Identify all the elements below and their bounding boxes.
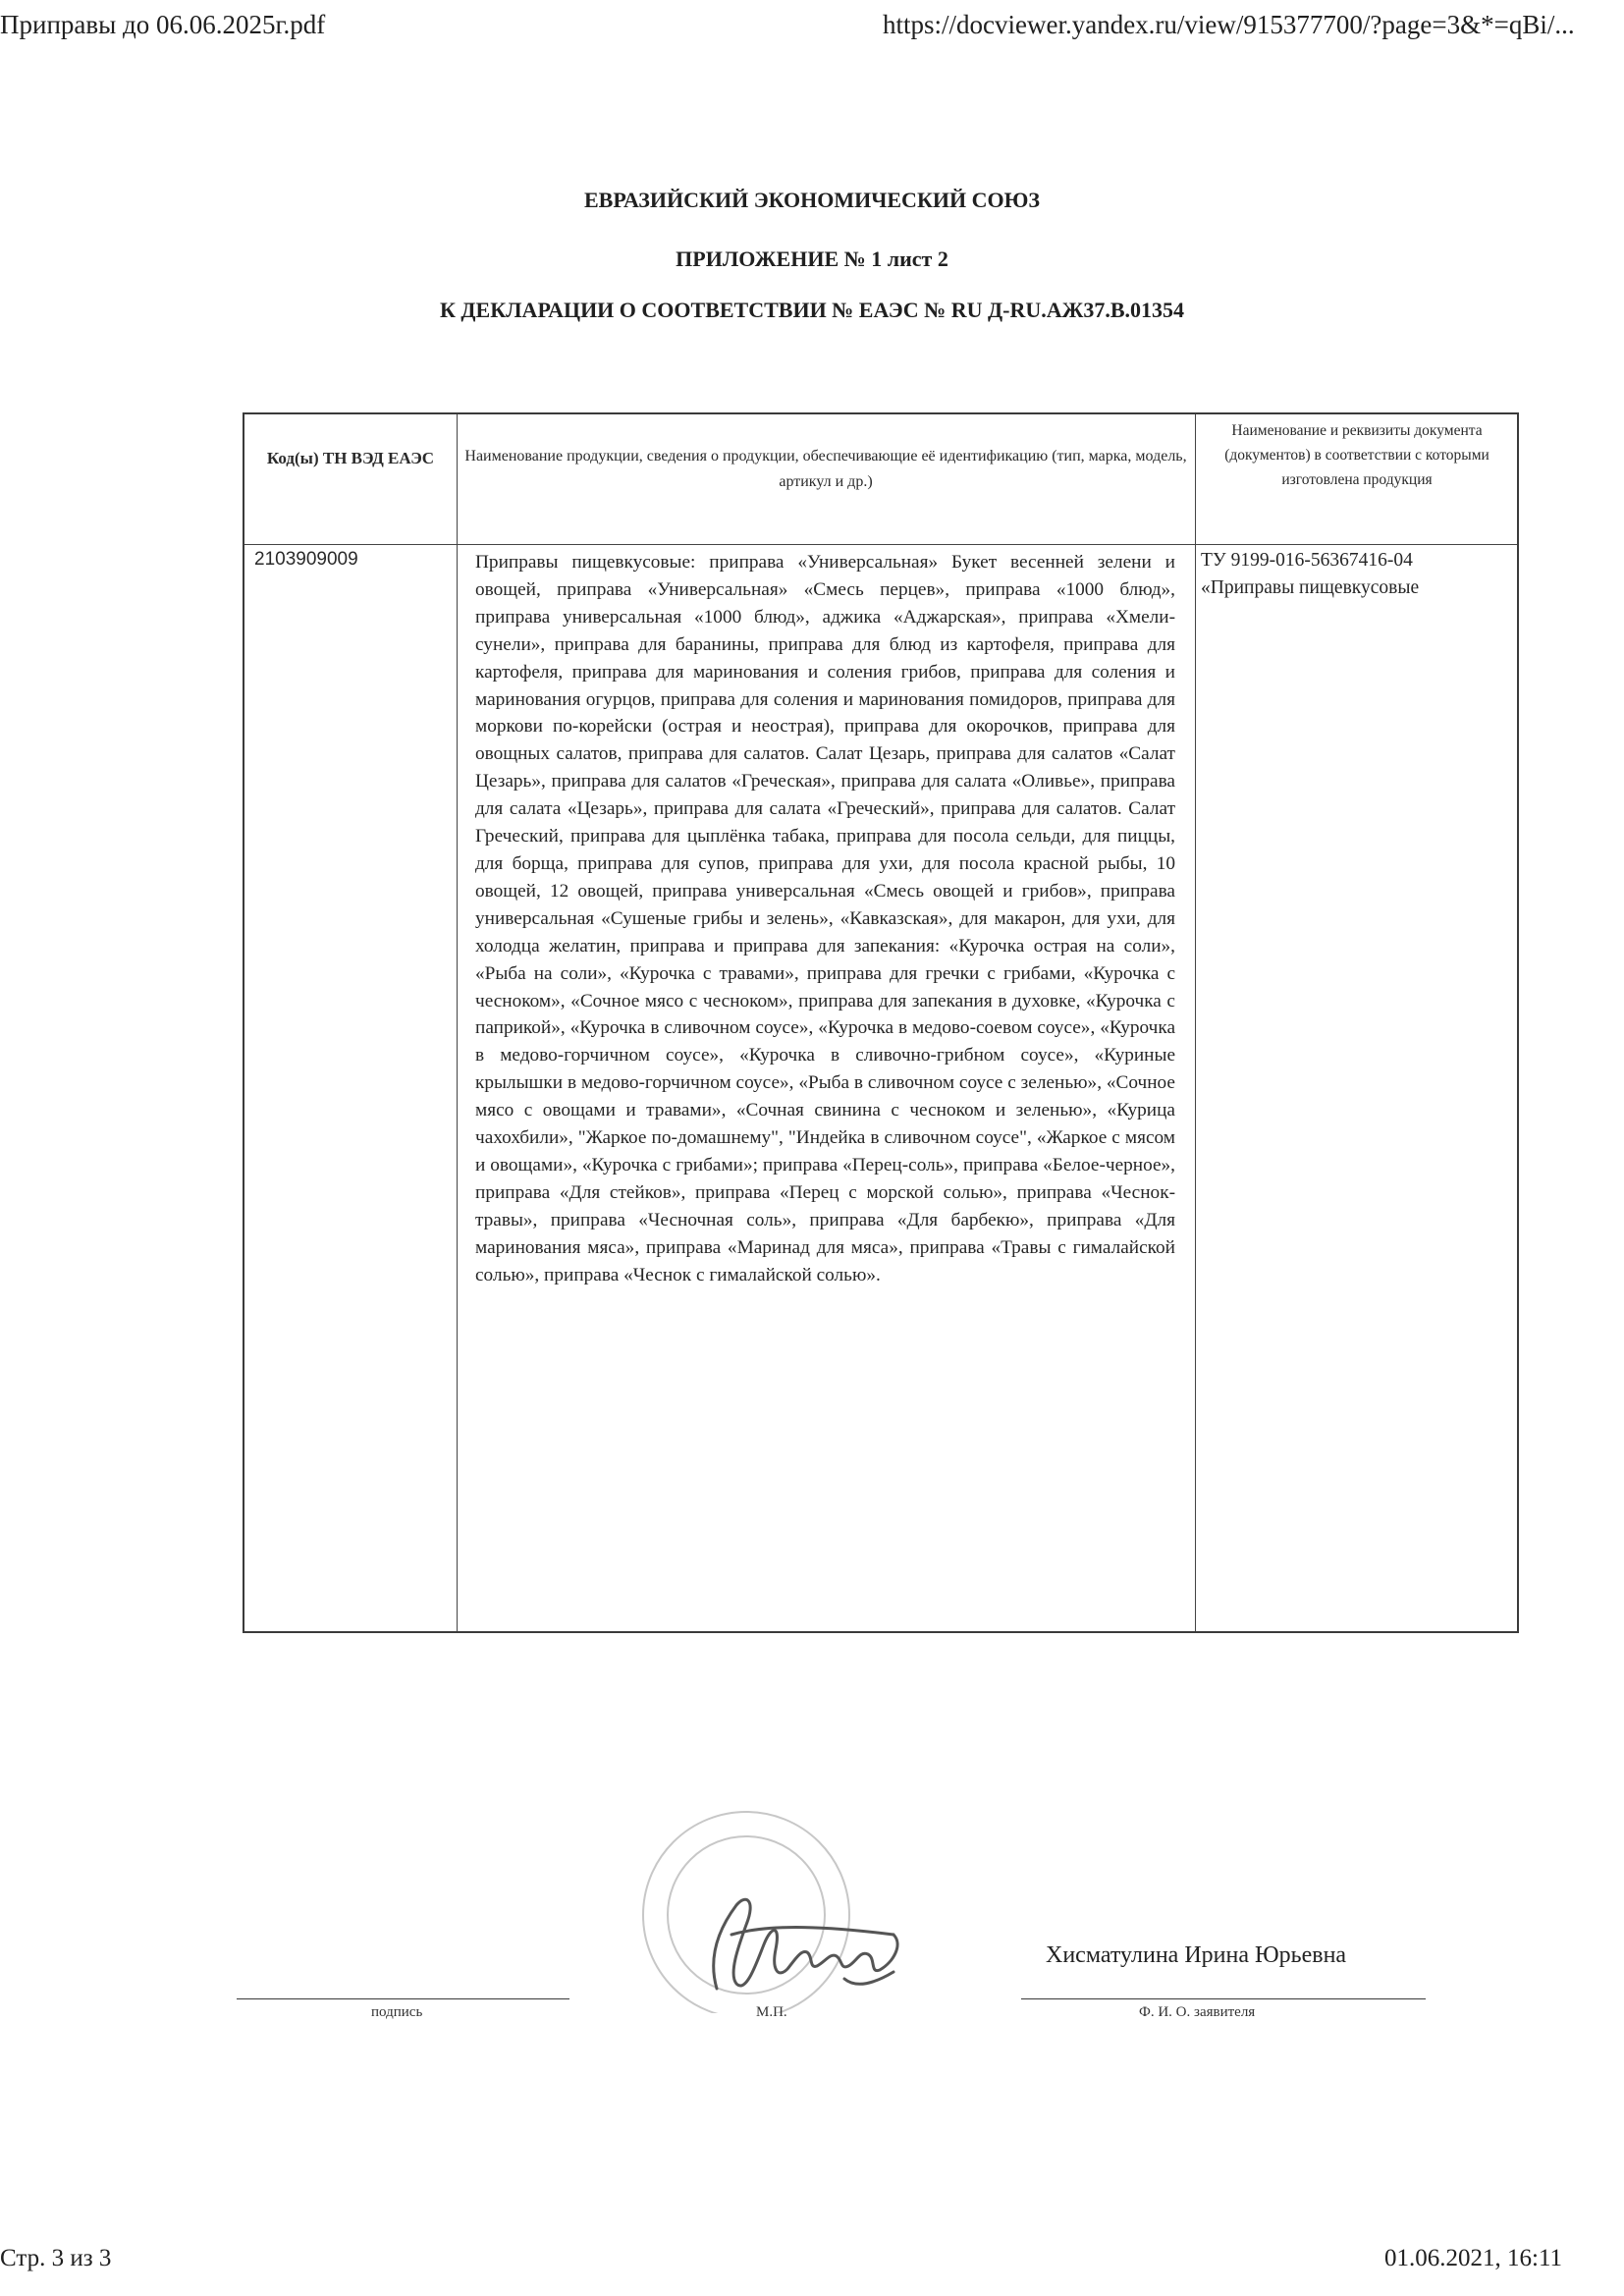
document-title-declaration: К ДЕКЛАРАЦИИ О СООТВЕТСТВИИ № ЕАЭС № RU Д-RU.АЖ37.В.01354 bbox=[439, 298, 1185, 322]
declaration-table bbox=[243, 412, 1519, 1633]
table-header-divider bbox=[244, 544, 1517, 545]
handwritten-signature-icon bbox=[714, 1899, 897, 1989]
applicant-name: Хисматулина Ирина Юрьевна bbox=[1046, 1942, 1347, 1968]
table-cell-code: 2103909009 bbox=[254, 549, 358, 570]
table-cell-document-line: «Приправы пищевкусовые bbox=[1201, 577, 1420, 598]
stamp-and-signature-image bbox=[599, 1777, 933, 2013]
table-cell-document-line: ТУ 9199-016-56367416-04 bbox=[1201, 550, 1413, 571]
browser-footer-timestamp: 01.06.2021, 16:11 bbox=[1384, 2245, 1563, 2271]
stamp-caption: М.П. bbox=[756, 2004, 787, 2020]
browser-header-filename: Приправы до 06.06.2025г.pdf bbox=[0, 10, 326, 39]
signature-line bbox=[237, 1998, 569, 1999]
table-header-code: Код(ы) ТН ВЭД ЕАЭС bbox=[266, 449, 435, 467]
table-header-product: Наименование продукции, сведения о продукции, обеспечивающие её идентификацию (тип, марка, модель, артикул и др.) bbox=[464, 448, 1187, 490]
browser-footer-page-counter: Стр. 3 из 3 bbox=[0, 2245, 112, 2271]
document-title-union: ЕВРАЗИЙСКИЙ ЭКОНОМИЧЕСКИЙ СОЮЗ bbox=[583, 188, 1041, 212]
applicant-name-caption: Ф. И. О. заявителя bbox=[1139, 2004, 1256, 2020]
applicant-name-line bbox=[1021, 1998, 1426, 1999]
table-column-divider bbox=[457, 414, 458, 1631]
table-header-document: Наименование и реквизиты документа (документов) в соответствии с которыми изготовлена продукция bbox=[1224, 422, 1489, 488]
table-cell-document bbox=[1201, 547, 1515, 602]
table-cell-description: Приправы пищевкусовые: приправа «Универсальная» Букет весенней зелени и овощей, приправа «Универсальная» «Смесь перцев», приправа «1000 блюд», приправа универсальная «1000 блюд», аджика «Аджарская», приправа «Хмели-сунели», приправа для баранины, приправа для блюд из картофеля, приправа для картофеля, приправа для маринования и соления грибов, приправа для соления и маринования огурцов, приправа для соления и маринования помидоров, приправа для моркови по-корейски (острая и неострая), приправа для окорочков, приправа для овощных салатов, приправа для салатов. Салат Цезарь, приправа для салатов «Салат Цезарь», приправа для салатов «Греческая», приправа для салата «Оливье», приправа для салата «Цезарь», приправа для салата «Греческий», приправа для салатов. Салат Греческий, приправа для цыплёнка табака, приправа для посола сельди, для пиццы, для борща, приправа для супов, приправа для ухи, для посола красной рыбы, 10 овощей, 12 овощей, приправа универсальная «Смесь овощей и грибов», приправа универсальная «Сушеные грибы и зелень», «Кавказская», для макарон, для ухи, для холодца желатин, приправа и приправа для запекания: «Курочка острая на соли», «Рыба на соли», «Курочка с травами», приправа для гречки с грибами, «Курочка с чесноком», «Сочное мясо с чесноком», приправа для запекания в духовке, «Курочка с паприкой», «Курочка в сливочном соусе», «Курочка в медово-соевом соусе», «Курочка в медово-горчичном соусе», «Курочка в сливочно-грибном соусе», «Куриные крылышки в медово-горчичном соусе», «Рыба в сливочном соусе с зеленью», «Сочное мясо с овощами и травами», «Сочная свинина с чесноком и зеленью», «Курица чахохбили», "Жаркое по-домашнему", "Индейка в сливочном соусе", «Жаркое с мясом и овощами», «Курочка с грибами»; приправа «Перец-соль», приправа «Белое-черное», приправа «Для стейков», приправа «Перец с морской солью», приправа «Чеснок-травы», приправа «Чесночная соль», приправа «Для барбекю», приправа «Для маринования мяса», приправа «Маринад для мяса», приправа «Травы с гималайской солью», приправа «Чеснок с гималайской солью». bbox=[475, 552, 1175, 1285]
document-title-appendix: ПРИЛОЖЕНИЕ № 1 лист 2 bbox=[676, 246, 948, 271]
signature-caption: подпись bbox=[371, 2004, 423, 2020]
table-column-divider bbox=[1195, 414, 1196, 1631]
browser-header-url: https://docviewer.yandex.ru/view/915377700/?page=3&*=qBi/... bbox=[883, 10, 1575, 39]
